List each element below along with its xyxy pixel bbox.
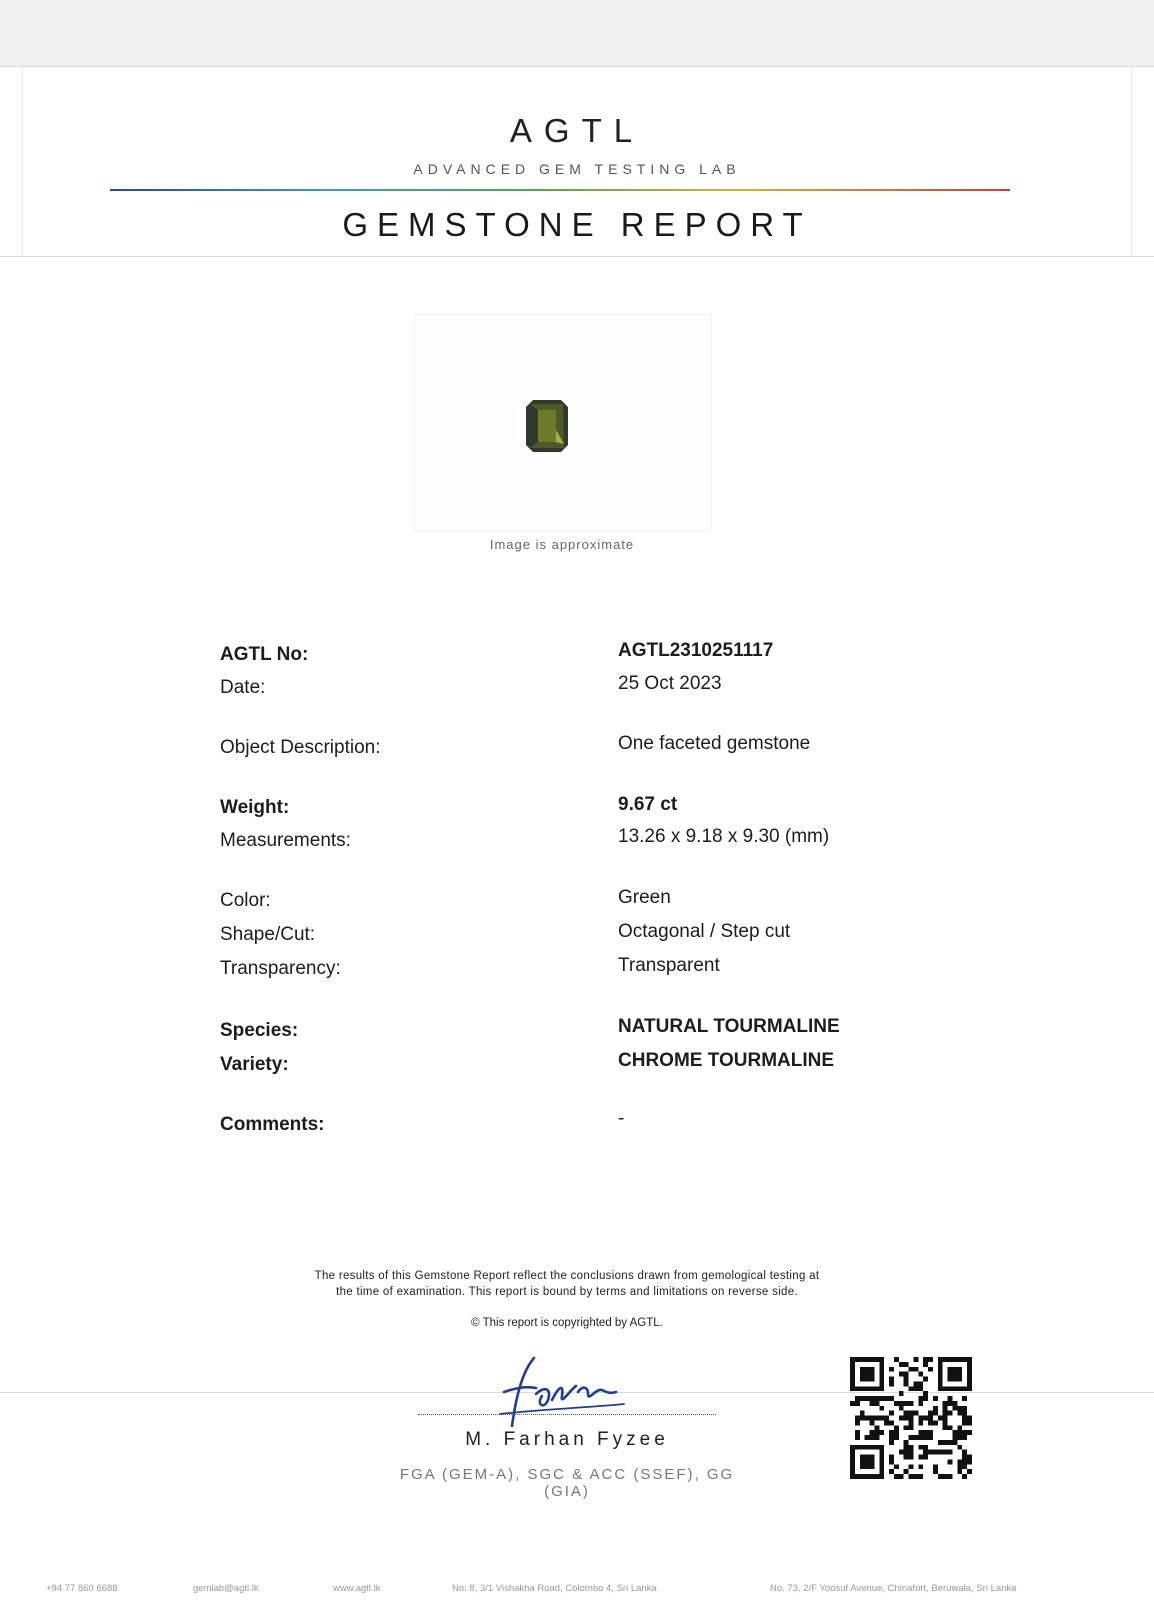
weight-label: Weight: — [220, 797, 290, 818]
disclaimer-line-2: the time of examination. This report is bound by terms and limitations on reverse side. — [336, 1286, 798, 1298]
footer-email: gemlab@agtl.lk — [193, 1583, 259, 1594]
object-description-value: One faceted gemstone — [618, 733, 811, 754]
signatory-credentials: FGA (GEM-A), SGC & ACC (SSEF), GG (GIA) — [399, 1466, 735, 1500]
disclaimer-line-1: The results of this Gemstone Report reflect the conclusions drawn from gemological testing at — [314, 1270, 820, 1282]
header-rule — [110, 189, 1010, 191]
brand-logo: AGTL — [509, 112, 645, 149]
weight-value: 9.67 ct — [618, 794, 678, 815]
signatory-name: M. Farhan Fyzee — [465, 1429, 669, 1450]
fold-line-header — [0, 256, 1154, 257]
date-label: Date: — [220, 677, 266, 698]
color-label: Color: — [220, 890, 271, 911]
agtl-no-label: AGTL No: — [220, 644, 309, 665]
footer-address-beruwala: No. 73, 2/F Yoosuf Avenue, Chinafort, Beruwala, Sri Lanka — [770, 1583, 1017, 1594]
transparency-label: Transparency: — [220, 958, 341, 979]
comments-label: Comments: — [220, 1114, 325, 1135]
footer-phone: +94 77 860 6688 — [46, 1583, 118, 1594]
shape-cut-label: Shape/Cut: — [220, 924, 316, 945]
species-label: Species: — [220, 1020, 299, 1041]
fold-line-top — [0, 66, 1154, 67]
image-caption: Image is approximate — [489, 537, 635, 552]
copyright-notice: © This report is copyrighted by AGTL. — [471, 1317, 663, 1329]
shape-cut-value: Octagonal / Step cut — [618, 921, 791, 942]
comments-value: - — [618, 1108, 625, 1129]
measurements-value: 13.26 x 9.18 x 9.30 (mm) — [618, 826, 830, 847]
signature-image — [492, 1352, 632, 1432]
brand-subtitle: ADVANCED GEM TESTING LAB — [413, 161, 741, 177]
report-title: GEMSTONE REPORT — [342, 206, 812, 243]
transparency-value: Transparent — [618, 955, 720, 976]
variety-value: CHROME TOURMALINE — [618, 1050, 835, 1071]
footer-website: www.agtl.lk — [333, 1583, 381, 1594]
object-description-label: Object Description: — [220, 737, 381, 758]
footer-address-colombo: No. 8, 3/1 Vishakha Road, Colombo 4, Sri Lanka — [452, 1583, 657, 1594]
species-value: NATURAL TOURMALINE — [618, 1016, 840, 1037]
variety-label: Variety: — [220, 1054, 289, 1075]
scan-top-band — [0, 0, 1154, 66]
measurements-label: Measurements: — [220, 830, 351, 851]
agtl-no-value: AGTL2310251117 — [618, 640, 774, 661]
qr-code[interactable] — [850, 1357, 972, 1479]
date-value: 25 Oct 2023 — [618, 673, 722, 694]
gemstone-image — [526, 400, 568, 452]
disclaimer — [0, 1268, 1134, 1300]
color-value: Green — [618, 887, 671, 908]
signature-line — [418, 1414, 716, 1415]
